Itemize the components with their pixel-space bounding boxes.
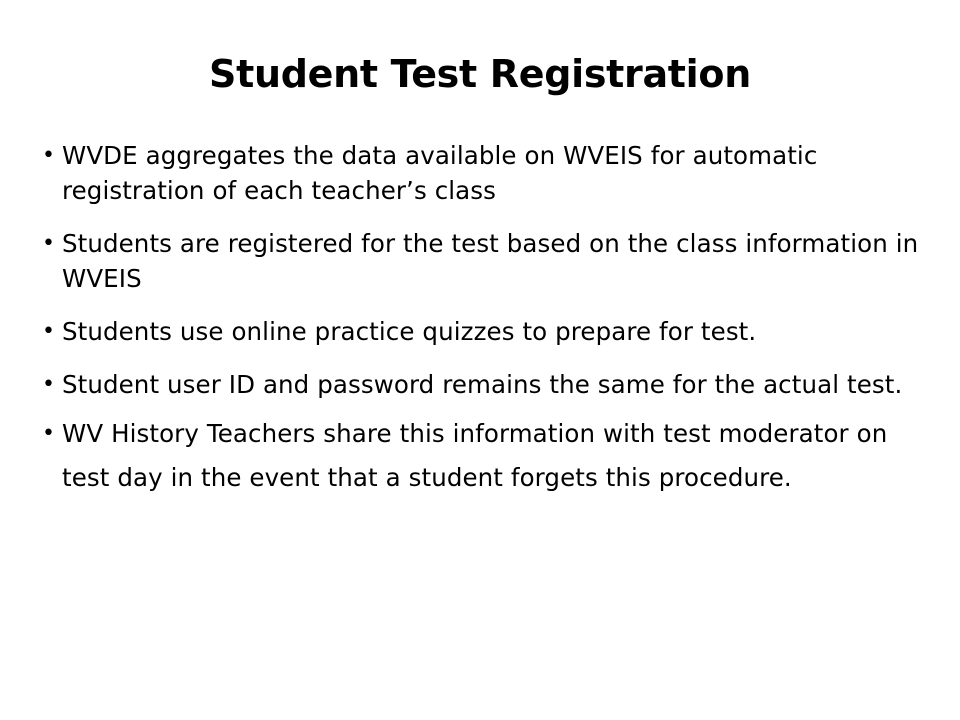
bullet-text: Student user ID and password remains the same for the actual test. <box>62 370 903 399</box>
bullet-icon: • <box>42 319 56 344</box>
bullet-icon: • <box>42 372 56 397</box>
bullet-list <box>42 138 922 518</box>
bullet-text: Students are registered for the test based on the class information in WVEIS <box>62 229 919 293</box>
bullet-text: WV History Teachers share this information with test moderator on test day in the event that a student forgets this procedure. <box>62 419 888 492</box>
bullet-item <box>42 412 922 500</box>
bullet-item <box>42 314 922 349</box>
bullet-icon: • <box>42 143 56 168</box>
bullet-item <box>42 367 922 402</box>
bullet-text: WVDE aggregates the data available on WVEIS for automatic registration of each teacher’s class <box>62 141 818 205</box>
bullet-text: Students use online practice quizzes to prepare for test. <box>62 317 757 346</box>
bullet-item <box>42 138 922 208</box>
bullet-icon: • <box>42 421 56 446</box>
bullet-icon: • <box>42 231 56 256</box>
bullet-item <box>42 226 922 296</box>
slide-title: Student Test Registration <box>209 52 751 96</box>
